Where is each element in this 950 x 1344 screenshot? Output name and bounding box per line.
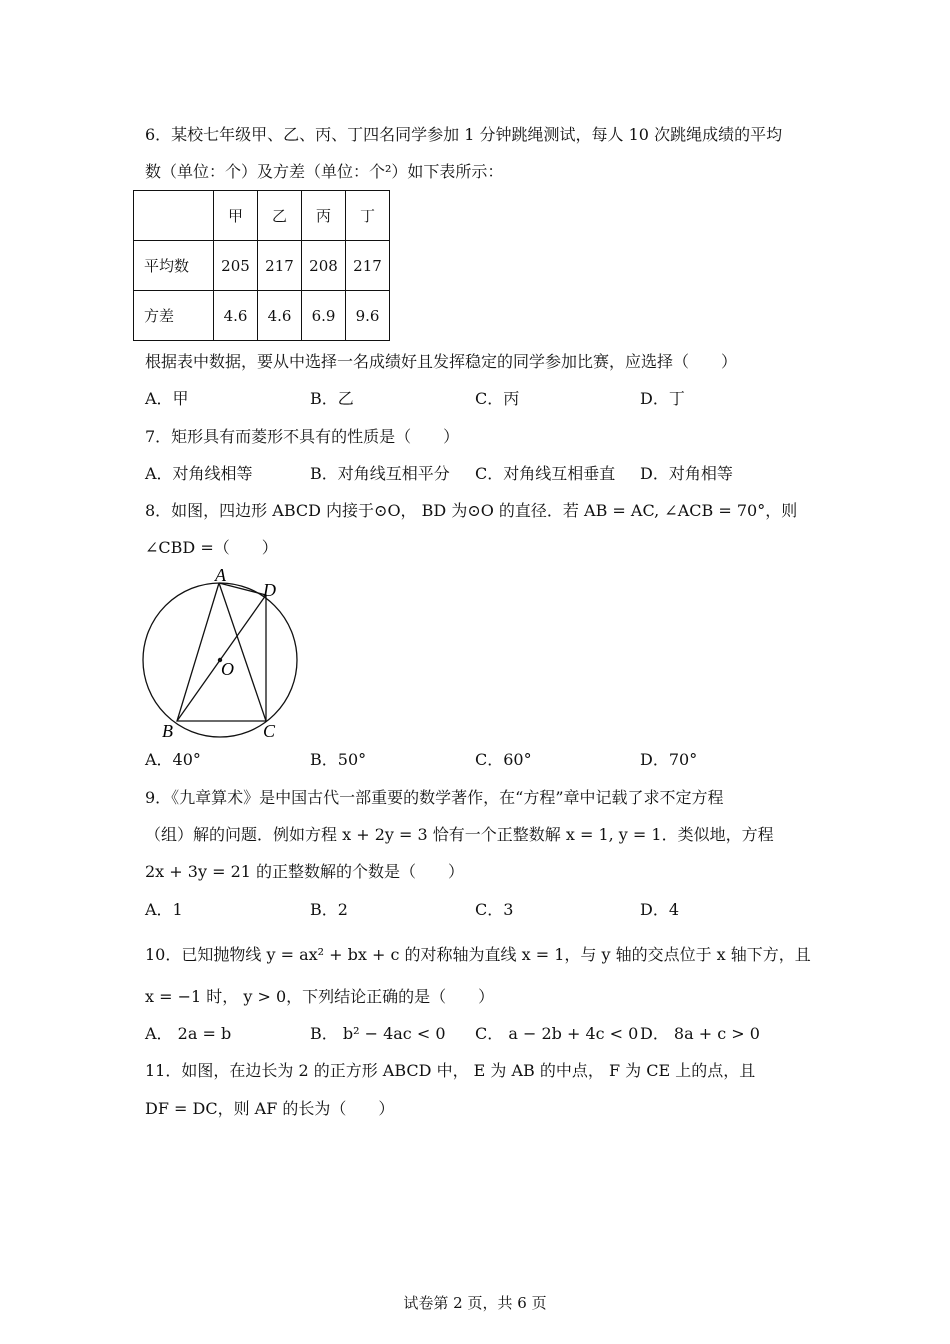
label-a: A	[215, 565, 226, 585]
q11-stem-line2: DF = DC，则 AF 的长为（ ）	[145, 1099, 395, 1118]
q8-stem-line2: ∠CBD =（ ）	[145, 538, 278, 557]
q9-option-c: C．3	[475, 900, 514, 919]
q6-option-b: B．乙	[310, 389, 354, 408]
q8-option-d: D．70°	[640, 750, 698, 769]
table-header-row	[134, 191, 390, 241]
page-footer: 试卷第 2 页，共 6 页	[403, 1294, 547, 1312]
q9-stem-line3: 2x + 3y = 21 的正整数解的个数是（ ）	[145, 862, 465, 881]
table-cell: 208	[302, 241, 346, 291]
label-o: O	[221, 659, 234, 679]
q9-option-b: B．2	[310, 900, 348, 919]
table-header-cell: 甲	[214, 191, 258, 241]
q8-circle-figure	[135, 562, 305, 742]
table-row-label: 方差	[134, 291, 214, 341]
q6-stem-line2: 数（单位：个）及方差（单位：个²）如下表所示：	[145, 162, 504, 181]
q9-option-a: A．1	[145, 900, 183, 919]
q8-stem-line1: 8．如图，四边形 ABCD 内接于⊙O， BD 为⊙O 的直径．若 AB = AC, ∠ACB = 70°，则	[145, 501, 798, 520]
q6-data-table	[133, 190, 390, 341]
q7-option-c: C．对角线互相垂直	[475, 464, 616, 483]
label-c: C	[263, 721, 276, 741]
q9-stem-line1: 9．《九章算术》是中国古代一部重要的数学著作，在“方程”章中记载了求不定方程	[145, 788, 724, 807]
q6-option-d: D．丁	[640, 389, 685, 408]
q10-option-a: A． 2a = b	[145, 1024, 232, 1043]
table-cell: 4.6	[214, 291, 258, 341]
table-row-label: 平均数	[134, 241, 214, 291]
q6-stem-line1: 6．某校七年级甲、乙、丙、丁四名同学参加 1 分钟跳绳测试，每人 10 次跳绳成绩的平均	[145, 125, 783, 144]
label-d: D	[263, 580, 276, 600]
q7-option-b: B．对角线互相平分	[310, 464, 450, 483]
q7-option-a: A．对角线相等	[145, 464, 253, 483]
table-cell: 217	[258, 241, 302, 291]
table-cell: 4.6	[258, 291, 302, 341]
q9-stem-line2: （组）解的问题．例如方程 x + 2y = 3 恰有一个正整数解 x = 1, y = 1．类似地，方程	[145, 825, 774, 844]
q9-option-d: D．4	[640, 900, 680, 919]
q8-option-c: C．60°	[475, 750, 532, 769]
q8-option-a: A．40°	[145, 750, 201, 769]
q6-stem-line3: 根据表中数据，要从中选择一名成绩好且发挥稳定的同学参加比赛，应选择（ ）	[145, 352, 738, 371]
q10-stem-line1: 10．已知抛物线 y = ax² + bx + c 的对称轴为直线 x = 1，与 y 轴的交点位于 x 轴下方，且	[145, 945, 811, 964]
q8-option-b: B．50°	[310, 750, 367, 769]
table-header-cell: 乙	[258, 191, 302, 241]
quadrilateral-abcd	[177, 583, 266, 721]
q7-option-d: D．对角相等	[640, 464, 733, 483]
table-header-cell: 丁	[346, 191, 390, 241]
q10-option-d: D． 8a + c > 0	[640, 1024, 760, 1043]
table-corner-cell	[134, 191, 214, 241]
table-header-cell: 丙	[302, 191, 346, 241]
q7-stem: 7．矩形具有而菱形不具有的性质是（ ）	[145, 427, 460, 446]
table-row	[134, 291, 390, 341]
segment-bd	[177, 595, 266, 721]
table-cell: 205	[214, 241, 258, 291]
label-b: B	[162, 721, 173, 741]
table-cell: 217	[346, 241, 390, 291]
table-cell: 9.6	[346, 291, 390, 341]
q10-option-c: C． a − 2b + 4c < 0	[475, 1024, 639, 1043]
q6-option-a: A．甲	[145, 389, 189, 408]
table-row	[134, 241, 390, 291]
table-cell: 6.9	[302, 291, 346, 341]
q10-option-b: B． b² − 4ac < 0	[310, 1024, 446, 1043]
q10-stem-line2: x = −1 时， y > 0，下列结论正确的是（ ）	[145, 987, 495, 1006]
q6-option-c: C．丙	[475, 389, 520, 408]
q11-stem-line1: 11．如图，在边长为 2 的正方形 ABCD 中， E 为 AB 的中点， F 为 CE 上的点，且	[145, 1061, 756, 1080]
